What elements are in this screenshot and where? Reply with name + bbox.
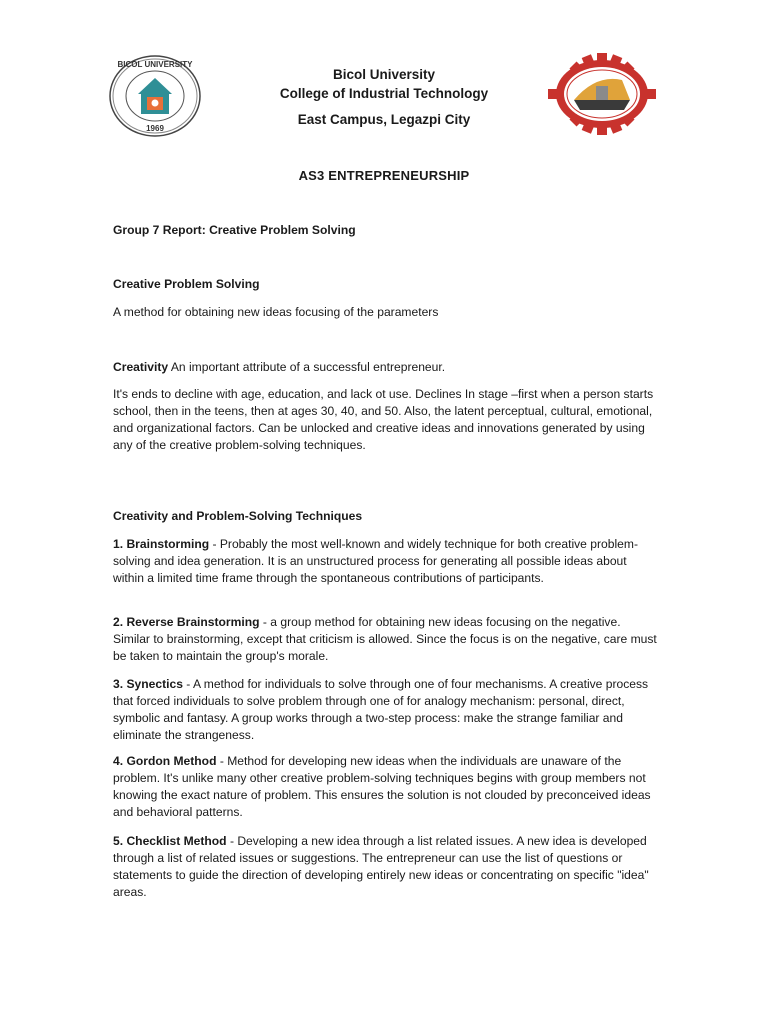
technique-text: - a group method for obtaining new ideas focusing on the negative. Similar to brainstorming, except that criticism is allowed. Since the focus is on the negative, care must be taken to maintain the group's morale.: [113, 615, 657, 663]
technique-item: [113, 614, 658, 665]
technique-term: 4. Gordon Method: [113, 754, 217, 768]
technique-item: [113, 833, 658, 901]
technique-term: 3. Synectics: [113, 677, 183, 691]
technique-term: 5. Checklist Method: [113, 834, 227, 848]
technique-item: [113, 676, 658, 744]
bicol-university-seal-icon: [108, 54, 202, 138]
technique-item: [113, 753, 658, 821]
technique-text: - A method for individuals to solve through one of four mechanisms. A creative process that forced individuals to solve problem through one of for analogy mechanism: personal, direct, symbolic and fantasy. A group works through a two-step process: make the strange familiar and eliminate the strangeness.: [113, 677, 649, 742]
creativity-paragraph: It's ends to decline with age, education, and lack ot use. Declines In stage –first when a person starts school, then in the teens, then at ages 30, 40, and 50. Also, the latent perceptual, cultural, emotional, and organizational factors. Can be unlocked and creative ideas and innovations generated by using any of the creative problem-solving techniques.: [113, 387, 654, 452]
techniques-heading: Creativity and Problem-Solving Techniques: [113, 509, 363, 523]
creativity-definition: An important attribute of a successful entrepreneur.: [168, 360, 446, 374]
technique-text: - Probably the most well-known and widely technique for both creative problem-solving and idea generation. It is an unstructured process for generating all possible ideas about within a limited time frame through the spontaneous contributions of participants.: [113, 537, 638, 585]
course-title: AS3 ENTREPRENEURSHIP: [298, 168, 470, 183]
college-gear-seal-icon: [548, 53, 656, 135]
campus-name: East Campus, Legazpi City: [297, 112, 471, 127]
creative-problem-solving-definition: A method for obtaining new ideas focusing of the parameters: [113, 305, 439, 319]
svg-text:1969: 1969: [146, 124, 164, 133]
technique-item: [113, 536, 658, 587]
svg-text:BICOL UNIVERSITY: BICOL UNIVERSITY: [117, 60, 193, 69]
technique-text: - Developing a new idea through a list related issues. A new idea is developed through a list of related issues or suggestions. The entrepreneur can use the list of questions or statements to guide the direction of developing entirely new ideas or concentrating on specific "idea" areas.: [113, 834, 649, 899]
creativity-term: Creativity: [113, 360, 169, 374]
technique-term: 2. Reverse Brainstorming: [113, 615, 260, 629]
university-name: Bicol University: [332, 67, 436, 82]
creativity-definition-line: [113, 359, 658, 376]
section-heading-creative-problem-solving: Creative Problem Solving: [113, 277, 260, 291]
report-title: Group 7 Report: Creative Problem Solving: [113, 223, 356, 237]
technique-text: - Method for developing new ideas when the individuals are unaware of the problem. It's unlike many other creative problem-solving techniques begins with group members not knowing the exact nature of problem. This ensures the solution is not clouded by preconceived ideas and behavioral patterns.: [113, 754, 651, 819]
technique-term: 1. Brainstorming: [113, 537, 210, 551]
college-name: College of Industrial Technology: [279, 86, 489, 101]
